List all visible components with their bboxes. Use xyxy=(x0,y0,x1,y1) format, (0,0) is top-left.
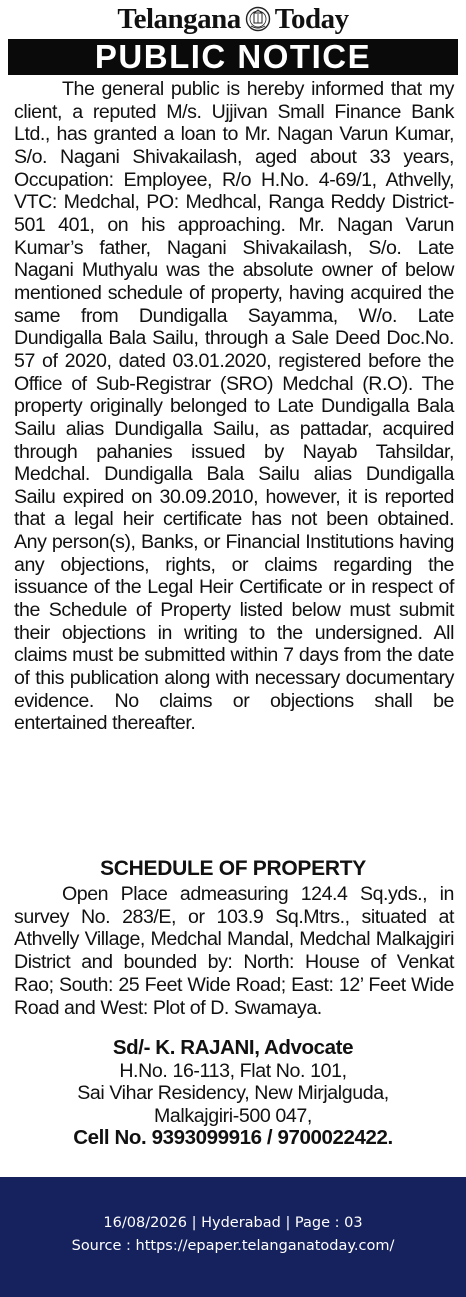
schedule-title: SCHEDULE OF PROPERTY xyxy=(100,857,366,880)
cell-number: Cell No. 9393099916 / 9700022422. xyxy=(73,1126,393,1149)
address-line-3: Malkajgiri-500 047, xyxy=(154,1104,312,1127)
masthead-title-left: Telangana xyxy=(117,2,241,35)
footer-date-page: 16/08/2026 | Hyderabad | Page : 03 xyxy=(103,1215,363,1231)
signature-block xyxy=(0,1037,466,1150)
address-line-2: Sai Vihar Residency, New Mirjalguda, xyxy=(77,1082,389,1104)
source-footer xyxy=(0,1177,466,1297)
notice-body-text: The general public is hereby informed that my client, a reputed M/s. Ujjivan Small Finance Bank Ltd., has granted a loan to Mr. Nagan Varun Kumar, S/o. Nagani Shivakailash, aged about 33 years, Occupation: Employee, R/o H.No. 4-69/1, Athvelly, VTC: Medchal, PO: Medhcal, Ranga Reddy District-501 401, on his approaching. Mr. Nagan Varun Kumar’s father, Nagani Shivakailash, S/o. Late Nagani Muthyalu was the absolute owner of below mentioned schedule of property, having acquired the same from Dundigalla Sayamma, W/o. Late Dundigalla Bala Sailu, through a Sale Deed Doc.No. 57 of 2020, dated 03.01.2020, registered before the Office of Sub-Registrar (SRO) Medchal (R.O). The property originally belonged to Late Dundigalla Bala Sailu alias Dundigalla Sailu, as pattadar, acquired through pahanies issued by Nayab Tahsildar, Medchal. Dundigalla Bala Sailu alias Dundigalla Sailu expired on 30.09.2010, however, it is reported that a legal heir certificate has not been obtained. Any person(s), Banks, or Financial Institutions having any objections, rights, or claims regarding the issuance of the Legal Heir Certificate or in respect of the Schedule of Property listed below must submit their objections in writing to the undersigned. All claims must be submitted within 7 days from the date of this publication along with necessary documentary evidence. No claims or objections shall be entertained thereafter. xyxy=(14,78,454,735)
schedule-body-text: Open Place admeasuring 124.4 Sq.yds., in survey No. 283/E, or 103.9 Sq.Mtrs., situated at Athvelly Village, Medchal Mandal, Medchal Malkajgiri District and bounded by: North: House of Venkat Rao; South: 25 Feet Wide Road; East: 12’ Feet Wide Road and West: Plot of D. Swamaya. xyxy=(14,883,454,1019)
footer-source-link[interactable]: Source : https://epaper.telanganatoday.com/ xyxy=(71,1238,395,1254)
masthead-title-right: Today xyxy=(274,2,349,35)
telangana-emblem-icon xyxy=(245,6,271,32)
advocate-name: Sd/- K. RAJANI, Advocate xyxy=(112,1036,354,1059)
masthead xyxy=(0,0,466,38)
public-notice-heading: PUBLIC NOTICE xyxy=(8,39,458,75)
address-line-1: H.No. 16-113, Flat No. 101, xyxy=(119,1059,347,1082)
